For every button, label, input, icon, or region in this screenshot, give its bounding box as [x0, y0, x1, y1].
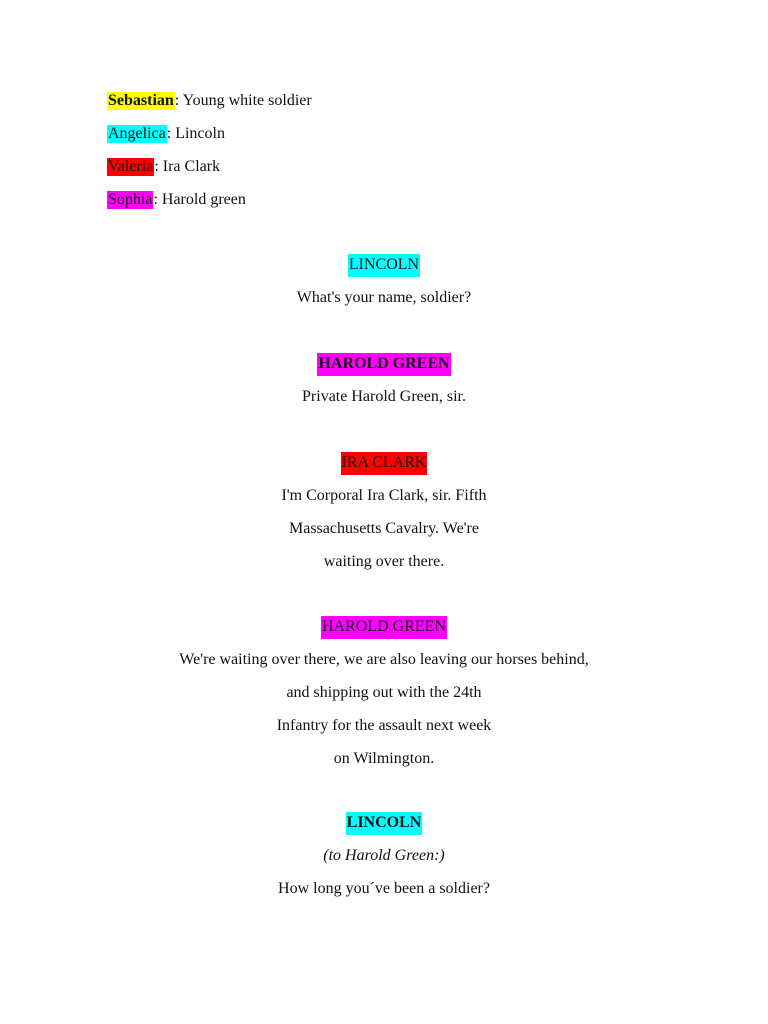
cast-line-sophia: [107, 189, 667, 222]
dialogue-line: How long you´ve been a soldier?: [278, 880, 490, 897]
dialogue-line: I'm Corporal Ira Clark, sir. Fifth: [281, 487, 487, 504]
dialogue-block-ira-clark: [0, 452, 768, 584]
stage-direction: (to Harold Green:): [323, 847, 445, 864]
role-description: : Harold green: [153, 191, 246, 208]
speaker-name: LINCOLN: [346, 812, 423, 835]
actor-name-sophia: Sophia: [108, 191, 153, 208]
dialogue-line: waiting over there.: [323, 553, 445, 570]
cast-line-sebastian: [107, 90, 667, 123]
dialogue-line: Massachusetts Cavalry. We're: [289, 520, 479, 537]
actor-name-valeria: Valeria: [108, 158, 154, 175]
speaker-name: IRA CLARK: [341, 452, 428, 475]
dialogue-block-lincoln-2: [0, 812, 768, 911]
role-description: : Young white soldier: [174, 92, 312, 109]
dialogue-line: What's your name, soldier?: [296, 289, 472, 306]
cast-list: [107, 90, 667, 222]
role-description: : Lincoln: [166, 125, 225, 142]
dialogue-line: on Wilmington.: [333, 750, 435, 767]
dialogue-line: Private Harold Green, sir.: [302, 388, 466, 405]
dialogue-line: We're waiting over there, we are also leaving our horses behind,: [179, 651, 589, 668]
dialogue-block-harold-green-1: [0, 353, 768, 419]
speaker-name: HAROLD GREEN: [317, 353, 450, 376]
cast-line-valeria: [107, 156, 667, 189]
dialogue-block-harold-green-2: [0, 616, 768, 781]
dialogue-block-lincoln-1: [0, 254, 768, 320]
role-description: : Ira Clark: [154, 158, 221, 175]
actor-name-angelica: Angelica: [108, 125, 166, 142]
dialogue-line: Infantry for the assault next week: [276, 717, 492, 734]
speaker-name: LINCOLN: [348, 254, 420, 277]
dialogue-line: and shipping out with the 24th: [286, 684, 482, 701]
speaker-name: HAROLD GREEN: [321, 616, 447, 639]
actor-name-sebastian: Sebastian: [108, 92, 174, 109]
cast-line-angelica: [107, 123, 667, 156]
